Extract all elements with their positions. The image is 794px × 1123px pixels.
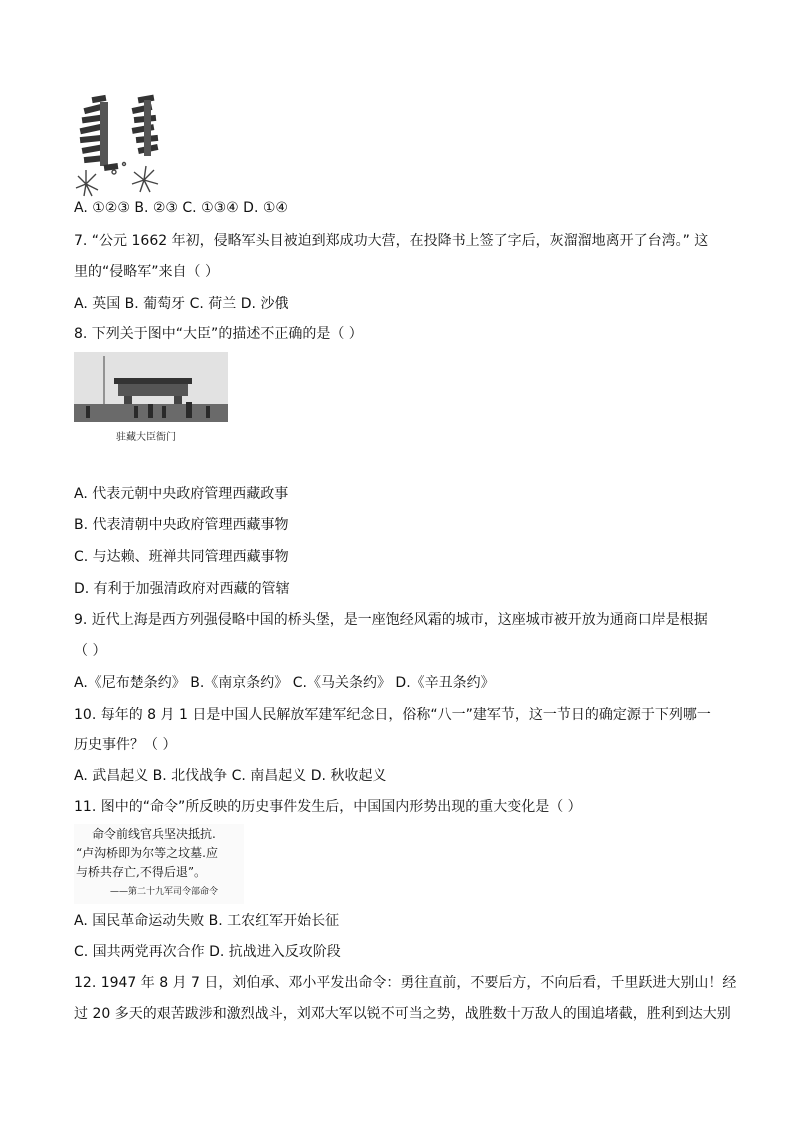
q8-option-d: D. 有利于加强清政府对西藏的管辖 (74, 581, 290, 597)
q9-options: A.《尼布楚条约》 B.《南京条约》 C.《马关条约》 D.《辛丑条约》 (74, 675, 495, 691)
q7-stem-line2: 里的“侵略军”来自（ ） (74, 264, 219, 280)
q11-stem: 11. 图中的“命令”所反映的历史事件发生后，中国国内形势出现的重大变化是（ ） (74, 799, 582, 815)
q8-option-b: B. 代表清朝中央政府管理西藏事物 (74, 517, 289, 533)
q10-stem-line2: 历史事件？（ ） (74, 737, 177, 753)
order-line-4: ——第二十九军司令部命令 (110, 887, 219, 897)
yamen-photo-caption: 驻藏大臣衙门 (116, 432, 176, 443)
q11-options-cd: C. 国共两党再次合作 D. 抗战进入反攻阶段 (74, 944, 341, 960)
q10-stem-line1: 10. 每年的 8 月 1 日是中国人民解放军建军纪念日，俗称“八一”建军节，这一节日的确定源于下列哪一 (74, 707, 711, 723)
order-line-3: 与桥共存亡,不得后退”。 (76, 865, 206, 879)
order-line-2: “卢沟桥即为尔等之坟墓.应 (76, 846, 218, 860)
q7-stem-line1: 7. “公元 1662 年初，侵略军头目被迫到郑成功大营，在投降书上签了字后，灰溜溜地离开了台湾。” 这 (74, 233, 709, 249)
order-line-1: 命令前线官兵坚决抵抗. (92, 827, 216, 841)
q8-stem: 8. 下列关于图中“大臣”的描述不正确的是（ ） (74, 326, 363, 342)
q9-stem-line2: （ ） (74, 643, 107, 659)
q10-options: A. 武昌起义 B. 北伐战争 C. 南昌起义 D. 秋收起义 (74, 768, 387, 784)
q9-stem-line1: 9. 近代上海是西方列强侵略中国的桥头堡，是一座饱经风霜的城市，这座城市被开放为通商口岸是根据 (74, 612, 708, 628)
firecracker-drawing (74, 92, 174, 204)
amban-yamen-photo (74, 352, 228, 446)
q12-stem-line2: 过 20 多天的艰苦跋涉和激烈战斗，刘邓大军以锐不可当之势，战胜数十万敌人的围追堵截，胜利到达大别 (74, 1006, 731, 1022)
q11-options-ab: A. 国民革命运动失败 B. 工农红军开始长征 (74, 913, 340, 929)
firecracker-illustration (74, 92, 174, 204)
q8-option-c: C. 与达赖、班禅共同管理西藏事物 (74, 549, 289, 565)
q7-options: A. 英国 B. 葡萄牙 C. 荷兰 D. 沙俄 (74, 296, 289, 312)
q12-stem-line1: 12. 1947 年 8 月 7 日，刘伯承、邓小平发出命令：勇往直前，不要后方，不向后看，千里跃进大别山！经 (74, 975, 737, 991)
q8-option-a: A. 代表元朝中央政府管理西藏政事 (74, 486, 289, 502)
q6-options: A. ①②③ B. ②③ C. ①③④ D. ①④ (74, 200, 288, 216)
order-text-image (74, 824, 244, 904)
